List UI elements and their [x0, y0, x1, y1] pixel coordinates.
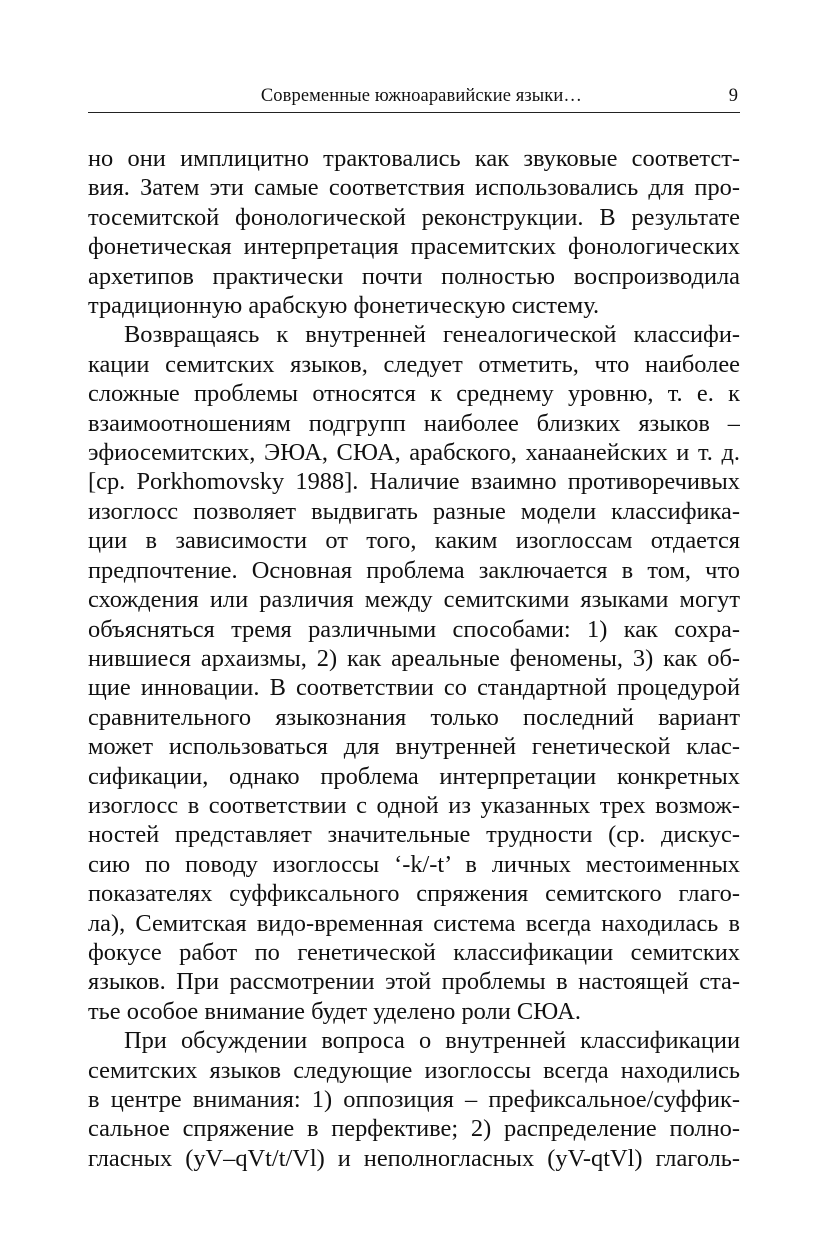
text-line: ла), Семитская видо-временная система всегда находилась в [88, 909, 740, 937]
text-line: При обсуждении вопроса о внутренней классификации [124, 1027, 740, 1055]
text-line: показателях суффиксального спряжения семитского глаго- [88, 880, 740, 908]
paragraph-1 [88, 144, 740, 320]
paragraph-2 [88, 320, 740, 1026]
text-line: фокусе работ по генетической классификации семитских [88, 938, 740, 966]
text-line: сификации, однако проблема интерпретации конкретных [88, 762, 740, 790]
text-line: фонетическая интерпретация прасемитских фонологических [88, 233, 740, 261]
text-line: схождения или различия между семитскими языками могут [88, 586, 740, 614]
running-header [88, 84, 740, 113]
text-line: вия. Затем эти самые соответствия использовались для про- [88, 174, 740, 202]
paragraph-3 [88, 1026, 740, 1173]
text-line: языков. При рассмотрении этой проблемы в настоящей ста- [88, 968, 740, 996]
running-header-title: Современные южноаравийские языки… [260, 86, 582, 106]
text-line: эфиосемитских, ЭЮА, СЮА, арабского, ханаанейских и т. д. [88, 439, 740, 467]
text-line: гласных (yV–qVt/t/Vl) и неполногласных (yV-qtVl) глаголь- [88, 1144, 740, 1172]
text-line: тье особое внимание будет уделено роли СЮА. [88, 997, 581, 1025]
text-line: сравнительного языкознания только последний вариант [88, 703, 740, 731]
text-line: в центре внимания: 1) оппозиция – префиксальное/суффик- [88, 1086, 740, 1113]
text-line: семитских языков следующие изоглоссы всегда находились [88, 1056, 740, 1084]
text-line: предпочтение. Основная проблема заключается в том, что [88, 556, 740, 584]
text-line: объясняться тремя различными способами: 1) как сохра- [88, 615, 740, 643]
text-line: взаимоотношениям подгрупп наиболее близких языков – [88, 409, 740, 437]
book-page [88, 0, 740, 1240]
text-line: Возвращаясь к внутренней генеалогической классифи- [124, 321, 740, 349]
text-line: архетипов практически почти полностью воспроизводила [88, 262, 740, 290]
text-line: тосемитской фонологической реконструкции. В результате [88, 203, 740, 231]
text-line: щие инновации. В соответствии со стандартной процедурой [88, 674, 740, 702]
text-line: сложные проблемы относятся к среднему уровню, т. е. к [88, 380, 740, 408]
text-line: но они имплицитно трактовались как звуковые соответст- [88, 145, 740, 172]
text-line: традиционную арабскую фонетическую систему. [88, 292, 600, 320]
page-number: 9 [728, 86, 738, 106]
text-line: ностей представляет значительные трудности (ср. дискус- [88, 821, 740, 849]
text-line: сию по поводу изоглоссы ‘-k/-t’ в личных местоименных [88, 850, 740, 878]
text-line: изоглосс позволяет выдвигать разные модели классифика- [88, 497, 740, 525]
body-text [88, 144, 740, 1173]
text-line: ции в зависимости от того, каким изоглоссам отдается [88, 527, 740, 555]
text-line: изоглосс в соответствии с одной из указанных трех возмож- [88, 791, 740, 819]
text-line: [ср. Porkhomovsky 1988]. Наличие взаимно противоречивых [88, 468, 740, 496]
text-line: сальное спряжение в перфективе; 2) распределение полно- [88, 1115, 740, 1143]
text-line: нившиеся архаизмы, 2) как ареальные феномены, 3) как об- [88, 644, 740, 672]
text-line: может использоваться для внутренней генетической клас- [88, 733, 740, 761]
text-line: кации семитских языков, следует отметить, что наиболее [88, 350, 740, 378]
